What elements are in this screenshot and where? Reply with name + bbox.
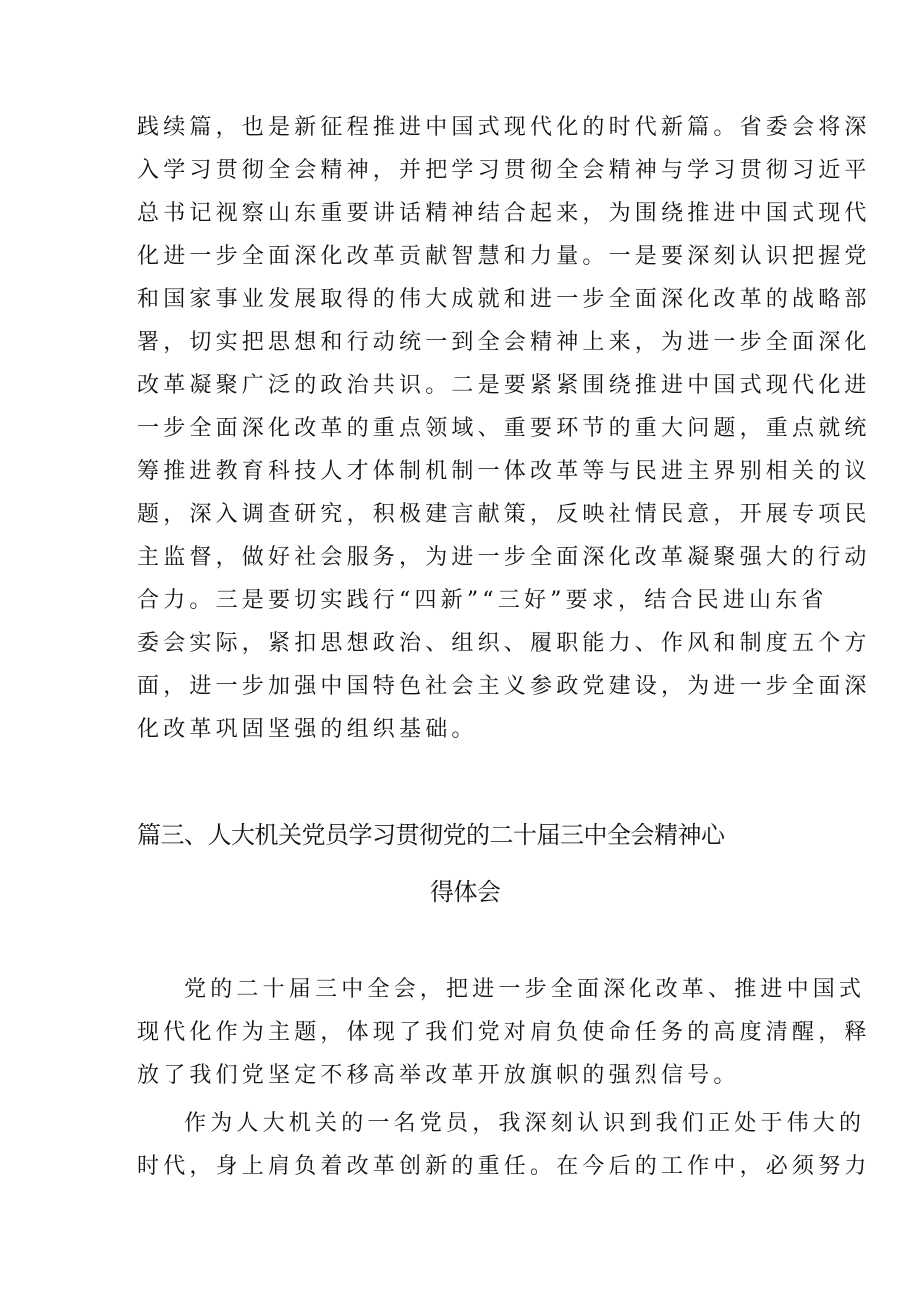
section-heading: 篇三、人大机关党员学习贯彻党的二十届三中全会精神心 <box>137 821 725 849</box>
text-line: 化改革巩固坚强的组织基础。 <box>137 717 478 742</box>
text-line: 面，进一步加强中国特色社会主义参政党建设，为进一步全面深 <box>137 674 871 699</box>
text-line: 作为人大机关的一名党员，我深刻认识到我们正处于伟大的 <box>184 1111 866 1136</box>
text-line: 一步全面深化改革的重点领域、重要环节的重大问题，重点就统 <box>137 416 871 441</box>
text-line: 时代，身上肩负着改革创新的重任。在今后的工作中，必须努力 <box>137 1154 871 1179</box>
text-line: 放了我们党坚定不移高举改革开放旗帜的强烈信号。 <box>137 1063 740 1088</box>
text-line: 党的二十届三中全会，把进一步全面深化改革、推进中国式 <box>184 977 866 1002</box>
body-paragraph-2 <box>137 1102 871 1188</box>
text-line: 入学习贯彻全会精神，并把学习贯彻全会精神与学习贯彻习近平 <box>137 158 871 183</box>
text-line: 主监督，做好社会服务，为进一步全面深化改革凝聚强大的行动 <box>137 545 871 570</box>
text-line: 化进一步全面深化改革贡献智慧和力量。一是要深刻认识把握党 <box>137 244 871 269</box>
body-paragraph-1 <box>137 968 871 1097</box>
text-line: 总书记视察山东重要讲话精神结合起来，为围绕推进中国式现代 <box>137 201 871 226</box>
text-line: 改革凝聚广泛的政治共识。二是要紧紧围绕推进中国式现代化进 <box>137 373 871 398</box>
text-line: 署，切实把思想和行动统一到全会精神上来，为进一步全面深化 <box>137 330 871 355</box>
text-line: 委会实际，紧扣思想政治、组织、履职能力、作风和制度五个方 <box>137 631 871 656</box>
text-line: 合力。三是要切实践行“四新”“三好”要求，结合民进山东省 <box>137 588 828 613</box>
intro-paragraph <box>137 106 871 751</box>
text-line: 题，深入调查研究，积极建言献策，反映社情民意，开展专项民 <box>137 502 871 527</box>
text-line: 现代化作为主题，体现了我们党对肩负使命任务的高度清醒，释 <box>137 1020 871 1045</box>
text-line: 践续篇，也是新征程推进中国式现代化的时代新篇。省委会将深 <box>137 115 871 140</box>
section-heading-continuation: 得体会 <box>430 878 501 906</box>
text-line: 筹推进教育科技人才体制机制一体改革等与民进主界别相关的议 <box>137 459 871 484</box>
text-line: 和国家事业发展取得的伟大成就和进一步全面深化改革的战略部 <box>137 287 871 312</box>
